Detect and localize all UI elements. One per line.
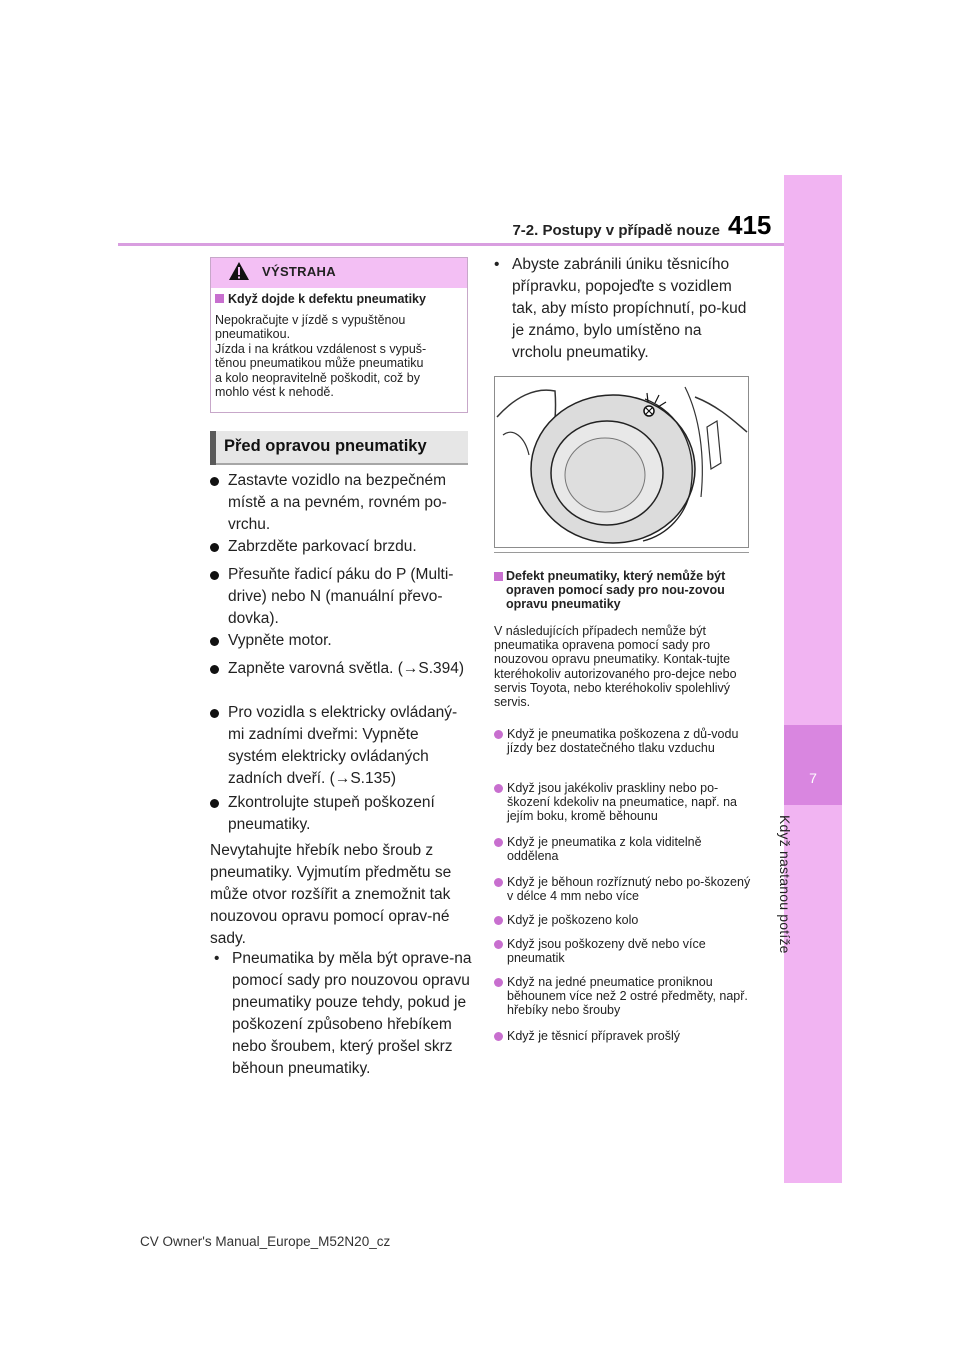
- chapter-number-box: [784, 725, 842, 805]
- bullet-icon: [494, 1032, 503, 1041]
- bullet-icon: [210, 709, 219, 718]
- bullet-icon: [210, 799, 219, 808]
- tire-puncture-illustration: [494, 376, 749, 548]
- chapter-number: 7: [809, 770, 817, 786]
- list-item: Když je pneumatika z kola viditelně oddělena: [494, 835, 752, 863]
- sub-list-item: • Pneumatika by měla být oprave-na pomocí sady pro nouzovou opravu pneumatiky pouze tehdy, pokud je poškození způsobeno hřebíkem nebo šroubem, který prošel skrz běhoun pneumatiky.: [214, 950, 472, 1077]
- bullet-icon: [210, 477, 219, 486]
- bullet-icon: [494, 940, 503, 949]
- warning-triangle-icon: [228, 261, 250, 281]
- list-item: Když jsou poškozeny dvě nebo více pneumatik: [494, 937, 752, 965]
- right-subheading: Defekt pneumatiky, který nemůže být opraven pomocí sady pro nou-zovou opravu pneumatiky: [494, 569, 750, 611]
- square-bullet-icon: [215, 294, 224, 303]
- bullet-icon: [494, 916, 503, 925]
- list-item: Když je poškozeno kolo: [494, 913, 752, 927]
- bullet-icon: [210, 543, 219, 552]
- list-item: Když je pneumatika poškozena z dů-vodu jízdy bez dostatečného tlaku vzduchu: [494, 727, 752, 755]
- bullet-icon: [210, 637, 219, 646]
- bullet-icon: [494, 730, 503, 739]
- list-item: Když je těsnicí přípravek prošlý: [494, 1029, 752, 1043]
- bullet-icon: [210, 665, 219, 674]
- header-rule: [118, 243, 784, 246]
- list-item: Přesuňte řadicí páku do P (Multi-drive) nebo N (manuální převo-dovka).: [210, 564, 472, 630]
- list-item: Vypněte motor.: [210, 630, 472, 652]
- section-heading-text: Před opravou pneumatiky: [224, 437, 427, 455]
- list-item: Když na jedné pneumatice proniknou běhounem více než 2 ostré předměty, např. hřebíky nebo šrouby: [494, 975, 752, 1018]
- chapter-name: Když nastanou potíže: [777, 815, 793, 954]
- bullet-icon: [494, 878, 503, 887]
- warning-title: VÝSTRAHA: [262, 264, 336, 279]
- sub-list-item: • Abyste zabránili úniku těsnicího přípravku, popojeďte s vozidlem tak, aby místo propíchnutí, po-kud je známo, bylo umístěno na vrcholu pneumatiky.: [494, 256, 747, 361]
- warning-subheading: Když dojde k defektu pneumatiky: [215, 292, 465, 306]
- footer-text: CV Owner's Manual_Europe_M52N20_cz: [140, 1234, 391, 1249]
- list-item: Zkontrolujte stupeň poškození pneumatiky.: [210, 792, 472, 836]
- list-item: Zabrzděte parkovací brzdu.: [210, 536, 472, 558]
- body-paragraph: Nevytahujte hřebík nebo šroub z pneumatiky. Vyjmutím předmětu se může otvor rozšířit a znemožnit tak nouzovou opravu pomocí oprav-né sady.: [210, 842, 452, 947]
- right-paragraph: V následujících případech nemůže být pneumatika opravena pomocí sady pro nouzovou opravu pneumatiky. Kontak-tujte kteréhokoliv autorizovaného pro-dejce nebo servis Toyota, nebo kteréhokoliv spolehlivý servis.: [494, 624, 737, 710]
- page-number: 415: [728, 210, 772, 240]
- square-bullet-icon: [494, 572, 503, 581]
- heading-bar: [210, 431, 216, 465]
- warning-text: Nepokračujte v jízdě s vypuštěnou pneumatikou. Jízda i na krátkou vzdálenost s vypuš- těnou pneumatikou může pneumatiku a kolo neopravitelně poškodit, což by mohlo vést k nehodě.: [215, 313, 427, 400]
- bullet-icon: [210, 571, 219, 580]
- list-item: Když jsou jakékoliv praskliny nebo po-škození kdekoliv na pneumatice, např. na jejím boku, kromě běhounu: [494, 781, 752, 824]
- list-item: Když je běhoun rozříznutý nebo po-škozený v délce 4 mm nebo více: [494, 875, 752, 903]
- bullet-icon: [494, 978, 503, 987]
- list-item: Pro vozidla s elektricky ovládaný-mi zadními dveřmi: Vypněte systém elektricky ovládaných zadních dveří. (→S.135): [210, 702, 472, 790]
- figure-divider: [494, 552, 749, 553]
- list-item: Zapněte varovná světla. (→S.394): [210, 658, 472, 680]
- section-title: 7-2. Postupy v případě nouze: [512, 222, 720, 239]
- section-heading: [210, 431, 468, 465]
- bullet-icon: [494, 784, 503, 793]
- bullet-icon: [494, 838, 503, 847]
- list-item: Zastavte vozidlo na bezpečném místě a na pevném, rovném po-vrchu.: [210, 470, 472, 536]
